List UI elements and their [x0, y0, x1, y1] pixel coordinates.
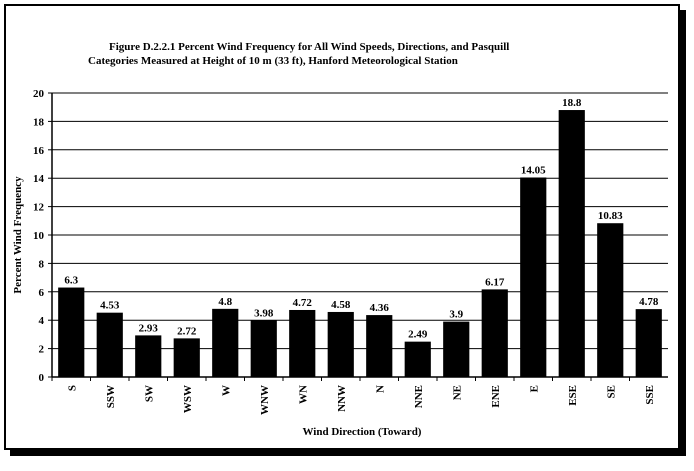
- x-tick-label: W: [220, 385, 233, 396]
- x-tick-label: SSW: [104, 385, 117, 409]
- bar-ssw: [97, 313, 123, 377]
- x-axis-label: Wind Direction (Toward): [302, 426, 422, 438]
- chart-title-line-1: Figure D.2.2.1 Percent Wind Frequency for All Wind Speeds, Directions, and Pasquill: [109, 41, 510, 53]
- x-tick-label: WSW: [181, 385, 194, 414]
- x-tick-label: NE: [451, 385, 464, 401]
- bar-ene: [482, 289, 508, 377]
- bar-s: [58, 288, 84, 377]
- x-tick-label: SSE: [643, 385, 656, 405]
- y-tick-label: 10: [33, 230, 44, 242]
- value-label: 10.83: [597, 210, 623, 223]
- y-tick-label: 6: [38, 286, 44, 299]
- y-tick-label: 12: [33, 201, 44, 214]
- value-label: 18.8: [562, 97, 582, 110]
- y-tick-label: 0: [38, 372, 44, 384]
- bar-wn: [289, 310, 315, 377]
- bar-w: [212, 309, 238, 377]
- x-tick-label: S: [66, 385, 79, 392]
- value-label: 6.17: [485, 276, 505, 289]
- bar-wsw: [174, 338, 200, 377]
- bar-sw: [135, 335, 161, 377]
- bar-n: [366, 315, 392, 377]
- value-label: 4.8: [218, 295, 233, 308]
- value-label: 2.72: [177, 325, 197, 338]
- bar-nne: [405, 342, 431, 377]
- y-tick-label: 2: [38, 343, 44, 356]
- y-tick-label: 8: [38, 258, 44, 271]
- x-axis-ticks: [52, 377, 656, 415]
- y-tick-label: 14: [33, 173, 44, 186]
- value-label: 2.49: [408, 328, 428, 341]
- x-tick-label: N: [374, 385, 387, 393]
- y-tick-label: 16: [33, 144, 44, 157]
- x-tick-label: ENE: [489, 385, 502, 408]
- value-label: 6.3: [64, 274, 79, 287]
- x-tick-label: SE: [605, 385, 618, 399]
- bar-sse: [636, 309, 662, 377]
- y-tick-label: 20: [33, 88, 44, 100]
- value-label: 4.78: [639, 296, 659, 309]
- value-label: 3.98: [254, 307, 274, 320]
- x-tick-label: SW: [143, 385, 156, 403]
- value-label: 2.93: [138, 322, 158, 335]
- bar-e: [520, 177, 546, 377]
- x-tick-label: E: [528, 385, 541, 393]
- value-label: 4.36: [369, 302, 389, 315]
- value-label: 4.72: [292, 296, 312, 309]
- x-tick-label: WN: [297, 385, 310, 404]
- bar-wnw: [251, 320, 277, 377]
- value-label: 14.05: [520, 164, 546, 177]
- bar-nnw: [328, 312, 354, 377]
- y-axis-ticks: [33, 88, 52, 384]
- chart-title-line-2: Categories Measured at Height of 10 m (33 ft), Hanford Meteorological Station: [88, 55, 458, 67]
- bar-ese: [559, 110, 585, 377]
- x-tick-label: NNE: [412, 385, 425, 409]
- x-tick-label: NNW: [335, 385, 348, 412]
- y-axis-label: Percent Wind Frequency: [12, 176, 24, 294]
- y-tick-label: 18: [33, 116, 44, 129]
- value-label: 4.53: [100, 299, 120, 312]
- value-label: 3.9: [449, 308, 464, 321]
- x-tick-label: WNW: [258, 385, 271, 415]
- value-label: 4.58: [331, 298, 351, 311]
- x-tick-label: ESE: [566, 385, 579, 406]
- y-tick-label: 4: [38, 315, 44, 328]
- bar-ne: [443, 322, 469, 377]
- bar-se: [597, 223, 623, 377]
